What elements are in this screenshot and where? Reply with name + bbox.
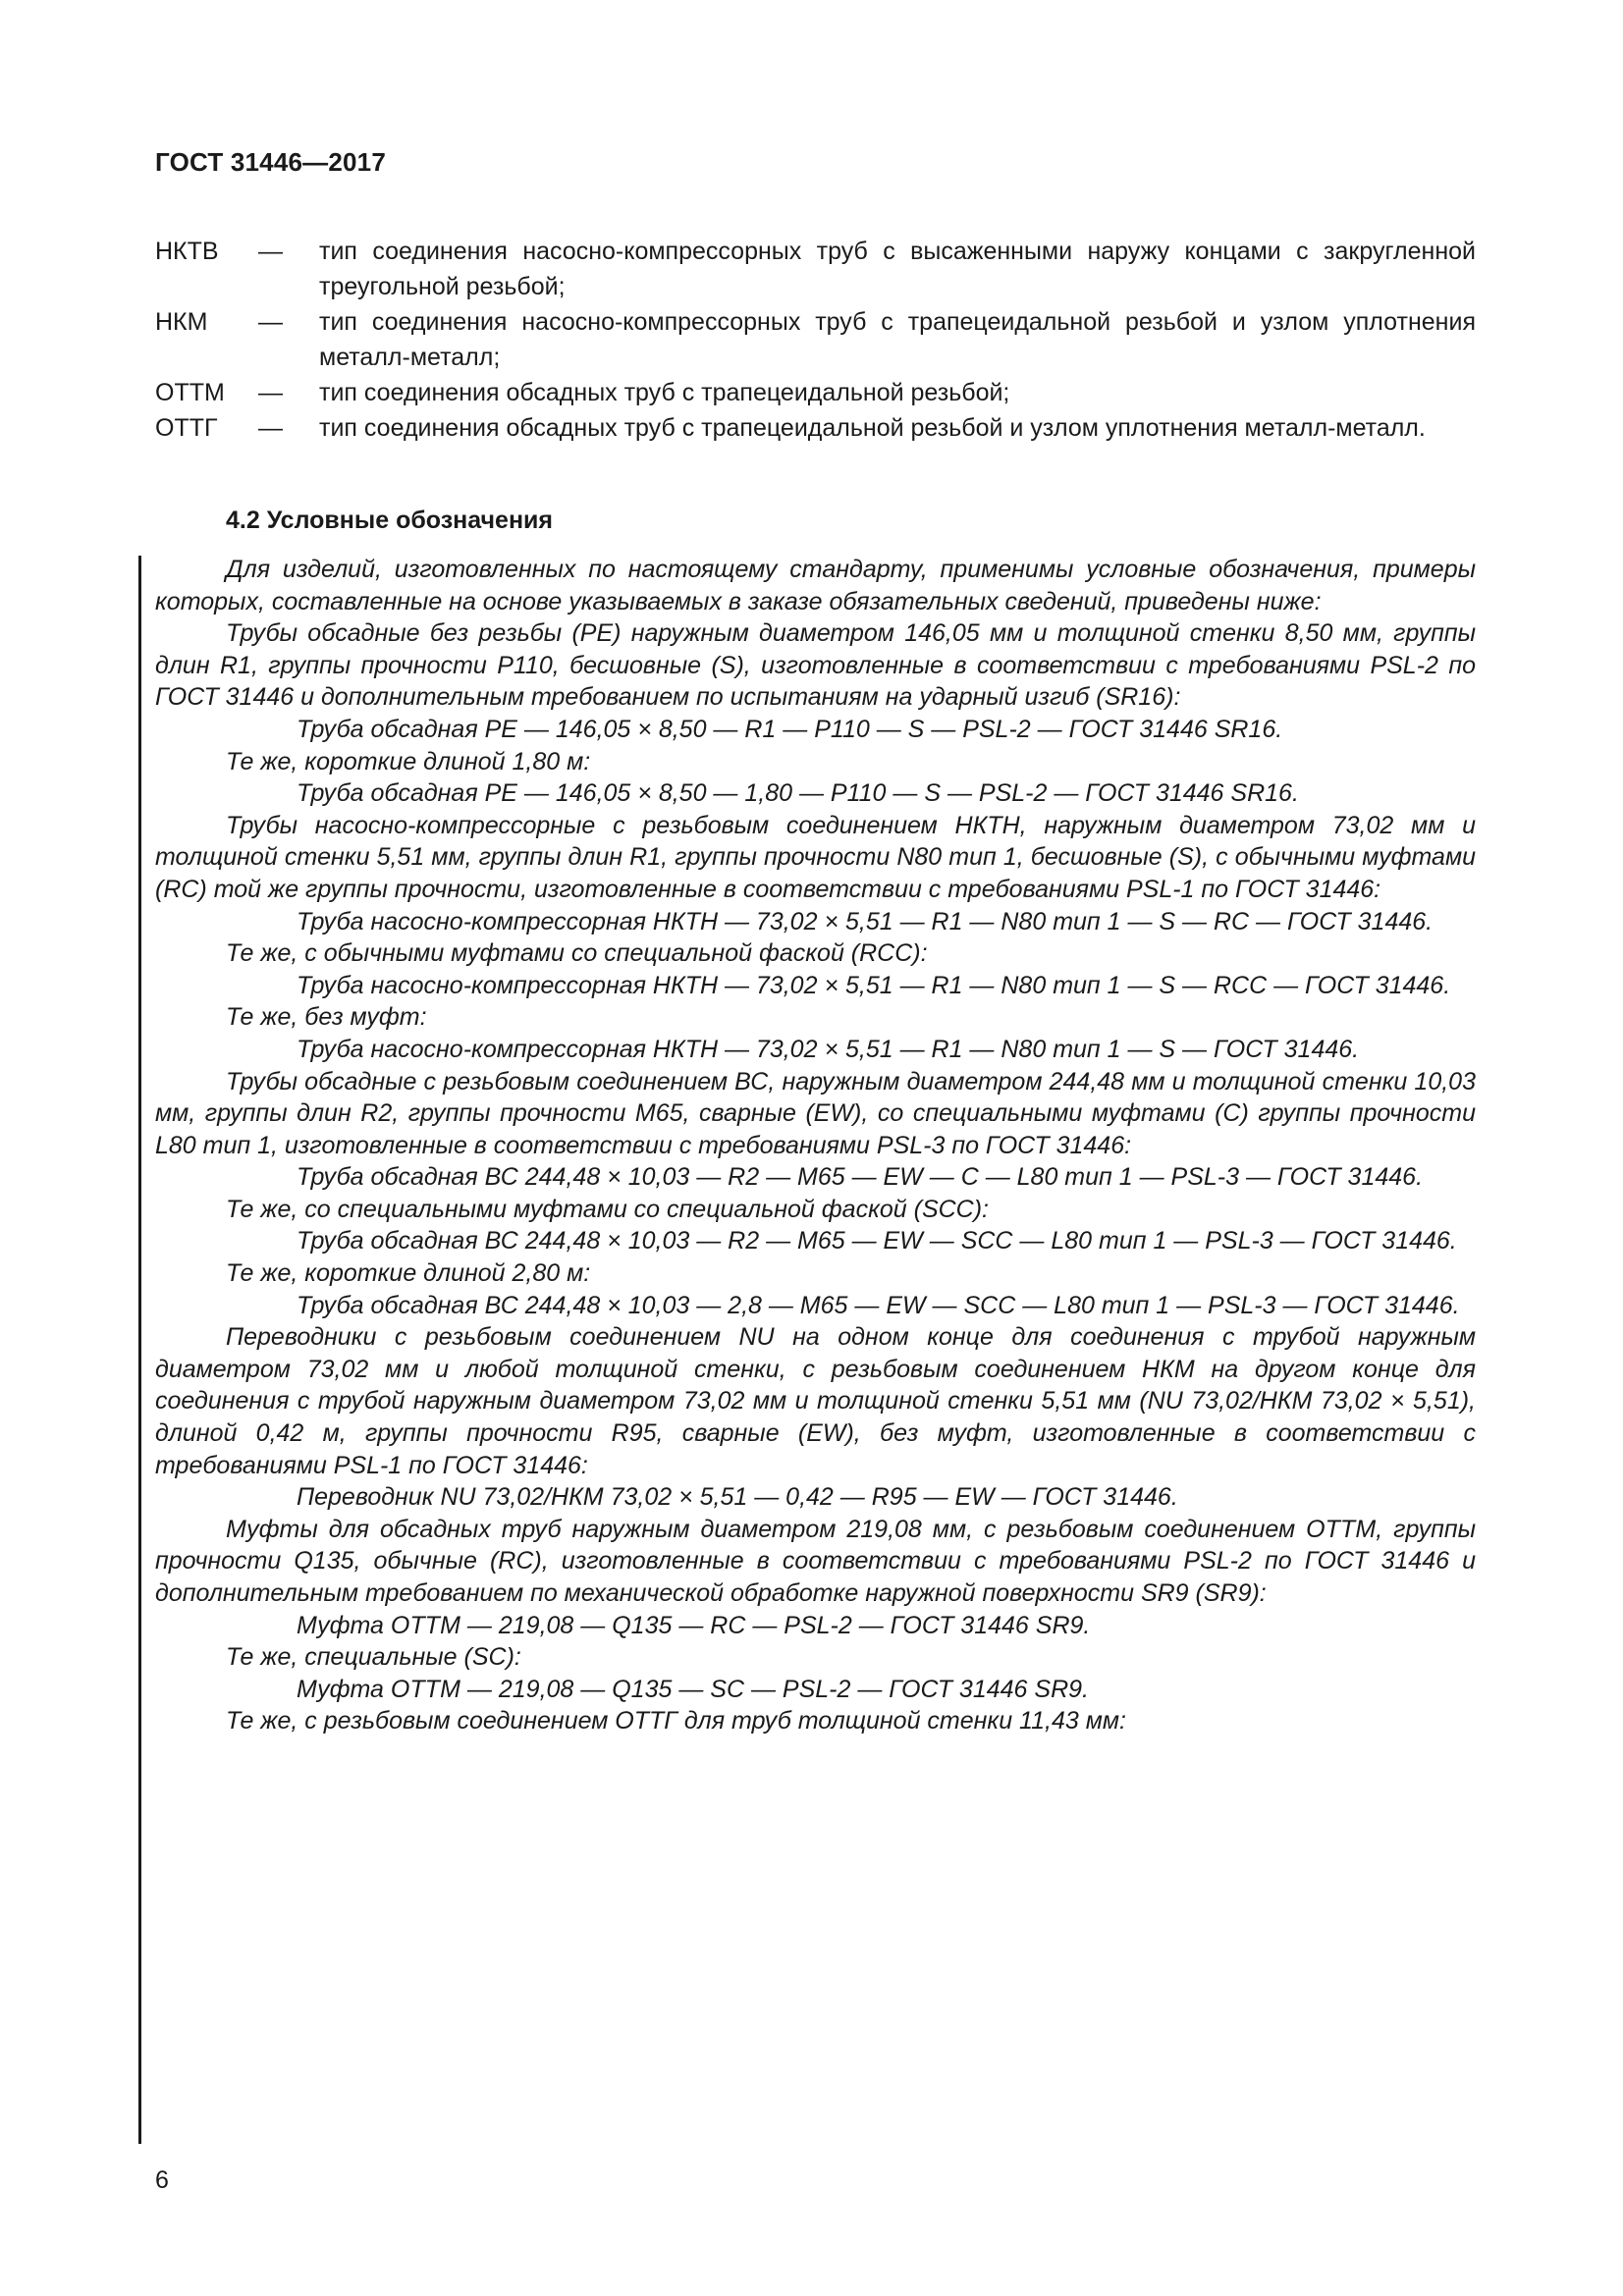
abbreviation-definition: тип соединения насосно-компрессорных труб с высаженными наружу концами с закругленной треугольной резьбой; xyxy=(319,238,1476,300)
designation-example: Труба насосно-компрессорная НКТН — 73,02 × 5,51 — R1 — N80 тип 1 — S — RCC — ГОСТ 31446. xyxy=(297,971,1451,999)
abbreviation-item xyxy=(155,304,1476,375)
page-number: 6 xyxy=(155,2166,169,2194)
designation-example: Труба обсадная ВС 244,48 × 10,03 — R2 — М65 — EW — SCC — L80 тип 1 — PSL-3 — ГОСТ 31446. xyxy=(297,1227,1457,1255)
designation-example: Муфта ОТТМ — 219,08 — Q135 — RC — PSL-2 — ГОСТ 31446 SR9. xyxy=(297,1611,1091,1639)
abbreviation-dash: — xyxy=(258,379,283,406)
paragraph: Те же, специальные (SC): xyxy=(226,1643,521,1672)
designation-example: Переводник NU 73,02/НКМ 73,02 × 5,51 — 0,42 — R95 — EW — ГОСТ 31446. xyxy=(297,1483,1178,1512)
designation-example: Труба обсадная ВС 244,48 × 10,03 — 2,8 — М65 — EW — SCC — L80 тип 1 — PSL-3 — ГОСТ 31446. xyxy=(297,1291,1460,1319)
abbreviation-dash: — xyxy=(258,414,283,442)
paragraph: Трубы обсадные без резьбы (РЕ) наружным диаметром 146,05 мм и толщиной стенки 8,50 мм, группы длин R1, группы прочности Р110, бесшовные (S), изготовленные в соответствии с требованиями PSL-2 по ГОСТ 31446 и дополнительным требованием по испытаниям на ударный изгиб (SR16): xyxy=(155,619,1476,712)
abbreviation-term: НКТВ xyxy=(155,238,219,265)
abbreviation-term: ОТТГ xyxy=(155,414,218,442)
abbreviation-item xyxy=(155,234,1476,304)
designation-example: Труба обсадная ВС 244,48 × 10,03 — R2 — М65 — EW — С — L80 тип 1 — PSL-3 — ГОСТ 31446. xyxy=(297,1163,1424,1192)
abbreviation-definition: тип соединения обсадных труб с трапецеидальной резьбой и узлом уплотнения металл-металл. xyxy=(319,414,1426,442)
abbreviation-item xyxy=(155,410,1476,446)
abbreviation-definition: тип соединения насосно-компрессорных труб с трапецеидальной резьбой и узлом уплотнения металл-металл; xyxy=(319,308,1476,371)
paragraph: Переводники с резьбовым соединением NU на одном конце для соединения с трубой наружным диаметром 73,02 мм и любой толщиной стенки, с резьбовым соединением НКМ на другом конце для соединения с трубой наружным диаметром 73,02 мм и толщиной стенки 5,51 мм (NU 73,02/НКМ 73,02 × 5,51), длиной 0,42 м, группы прочности R95, сварные (EW), без муфт, изготовленные в соответствии с требованиями PSL-1 по ГОСТ 31446: xyxy=(155,1323,1476,1479)
abbreviation-dash: — xyxy=(258,308,283,336)
section-title: 4.2 Условные обозначения xyxy=(226,507,554,534)
paragraph: Трубы обсадные с резьбовым соединением ВС, наружным диаметром 244,48 мм и толщиной стенки 10,03 мм, группы длин R2, группы прочности М65, сварные (EW), со специальными муфтами (С) группы прочности L80 тип 1, изготовленные в соответствии с требованиями PSL-3 по ГОСТ 31446: xyxy=(155,1067,1476,1159)
designation-example: Труба насосно-компрессорная НКТН — 73,02 × 5,51 — R1 — N80 тип 1 — S — RC — ГОСТ 31446. xyxy=(297,907,1434,935)
abbreviation-definition: тип соединения обсадных труб с трапецеидальной резьбой; xyxy=(319,379,1010,406)
paragraph: Те же, короткие длиной 1,80 м: xyxy=(226,747,591,775)
paragraph: Те же, с обычными муфтами со специальной фаской (RCC): xyxy=(226,939,928,968)
designation-example: Муфта ОТТМ — 219,08 — Q135 — SC — PSL-2 — ГОСТ 31446 SR9. xyxy=(297,1675,1089,1703)
abbreviation-item xyxy=(155,375,1476,410)
abbreviation-term: ОТТМ xyxy=(155,379,225,406)
paragraph: Те же, без муфт: xyxy=(226,1003,427,1032)
abbreviations-list xyxy=(155,234,1476,446)
abbreviation-term: НКМ xyxy=(155,308,208,336)
paragraph: Те же, со специальными муфтами со специальной фаской (SCC): xyxy=(226,1195,990,1223)
paragraph: Для изделий, изготовленных по настоящему стандарту, применимы условные обозначения, примеры которых, составленные на основе указываемых в заказе обязательных сведений, приведены ниже: xyxy=(155,556,1476,615)
paragraph: Те же, короткие длиной 2,80 м: xyxy=(226,1259,591,1288)
paragraph: Те же, с резьбовым соединением ОТТГ для труб толщиной стенки 11,43 мм: xyxy=(226,1707,1126,1735)
page-header: ГОСТ 31446—2017 xyxy=(155,147,386,177)
paragraph: Трубы насосно-компрессорные с резьбовым соединением НКТН, наружным диаметром 73,02 мм и толщиной стенки 5,51 мм, группы длин R1, группы прочности N80 тип 1, бесшовные (S), с обычными муфтами (RC) той же группы прочности, изготовленные в соответствии с требованиями PSL-1 по ГОСТ 31446: xyxy=(155,811,1476,903)
paragraph: Муфты для обсадных труб наружным диаметром 219,08 мм, с резьбовым соединением ОТТМ, группы прочности Q135, обычные (RC), изготовленные в соответствии с требованиями PSL-2 по ГОСТ 31446 и дополнительным требованием по механической обработке наружной поверхности SR9 (SR9): xyxy=(155,1515,1476,1607)
designation-example: Труба насосно-компрессорная НКТН — 73,02 × 5,51 — R1 — N80 тип 1 — S — ГОСТ 31446. xyxy=(297,1035,1360,1063)
designation-example: Труба обсадная РЕ — 146,05 × 8,50 — R1 — Р110 — S — PSL-2 — ГОСТ 31446 SR16. xyxy=(297,715,1283,743)
designations-body xyxy=(155,554,1476,1737)
abbreviation-dash: — xyxy=(258,238,283,265)
designation-example: Труба обсадная РЕ — 146,05 × 8,50 — 1,80 — Р110 — S — PSL-2 — ГОСТ 31446 SR16. xyxy=(297,779,1299,808)
change-bar xyxy=(138,556,141,2144)
